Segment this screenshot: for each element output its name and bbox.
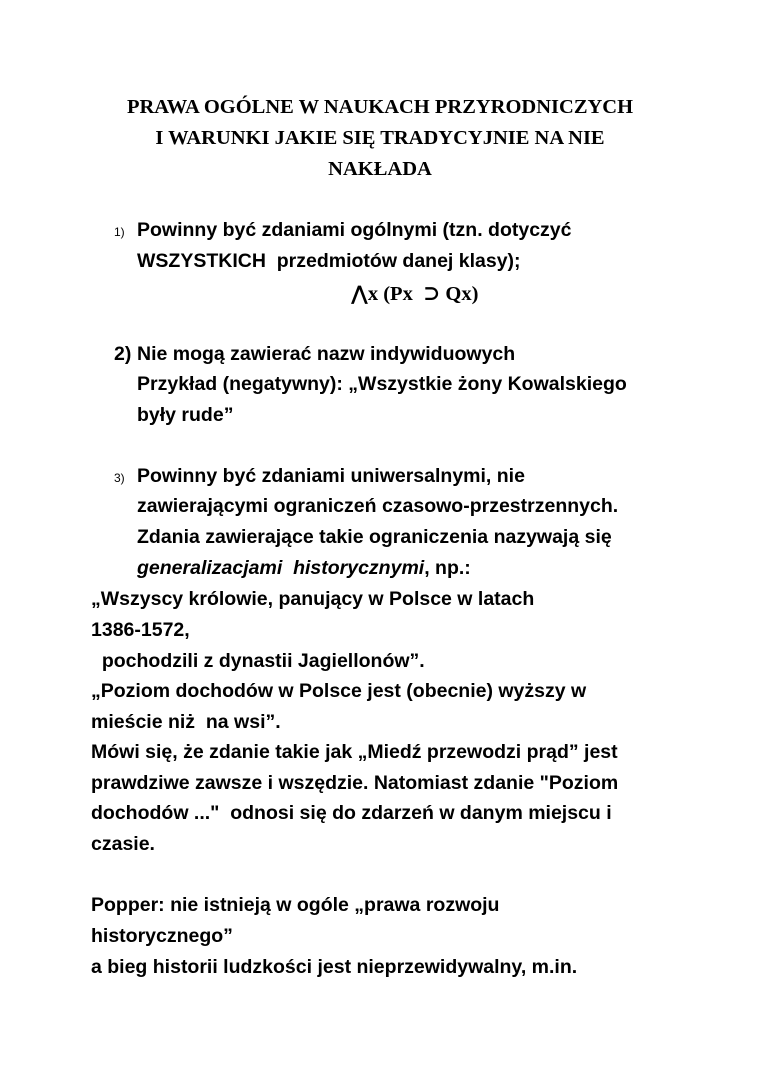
page-title-line-2: I WARUNKI JAKIE SIĘ TRADYCYJNIE NA NIE — [155, 127, 605, 149]
item-3-line-3: Zdania zawierające takie ograniczenia nazywają się — [137, 526, 612, 548]
popper-line-2: historycznego” — [91, 925, 233, 947]
universal-quantifier-symbol: ⋀ — [351, 281, 368, 305]
item-1-line-2: WSZYSTKICH przedmiotów danej klasy); — [137, 250, 521, 272]
example-2-line-1: „Poziom dochodów w Polsce jest (obecnie) wyższy w — [91, 680, 587, 702]
example-2-line-2: mieście niż na wsi”. — [91, 711, 281, 733]
item-3-line-4-rest: , np.: — [424, 557, 471, 579]
example-1-line-1: „Wszyscy królowie, panujący w Polsce w latach — [91, 588, 535, 610]
list-marker-1: 1) — [114, 225, 125, 239]
item-2-line-1: Nie mogą zawierać nazw indywiduowych — [137, 343, 516, 365]
item-1-line-1: Powinny być zdaniami ogólnymi (tzn. dotyczyć — [137, 219, 572, 241]
list-marker-2: 2) — [114, 343, 132, 365]
list-marker-3: 3) — [114, 471, 125, 485]
comment-line-1: Mówi się, że zdanie takie jak „Miedź przewodzi prąd” jest — [91, 741, 618, 763]
page-title-line-3: NAKŁADA — [328, 158, 432, 180]
comment-line-3: dochodów ..." odnosi się do zdarzeń w danym miejscu i — [91, 802, 612, 824]
item-3-line-2: zawierającymi ograniczeń czasowo-przestrzennych. — [137, 495, 619, 517]
popper-line-3: a bieg historii ludzkości jest nieprzewidywalny, m.in. — [91, 956, 578, 978]
logic-formula — [351, 281, 478, 306]
item-2-line-2: Przykład (negatywny): „Wszystkie żony Kowalskiego — [137, 373, 627, 395]
comment-line-2: prawdziwe zawsze i wszędzie. Natomiast zdanie "Poziom — [91, 772, 619, 794]
example-1-line-2: 1386-1572, — [91, 619, 190, 641]
popper-line-1: Popper: nie istnieją w ogóle „prawa rozwoju — [91, 894, 500, 916]
page-title-line-1: PRAWA OGÓLNE W NAUKACH PRZYRODNICZYCH — [126, 96, 634, 118]
comment-line-4: czasie. — [91, 833, 155, 855]
item-2-line-3: były rude” — [137, 404, 234, 426]
item-3-line-1: Powinny być zdaniami uniwersalnymi, nie — [137, 465, 525, 487]
example-1-line-3: pochodzili z dynastii Jagiellonów”. — [91, 650, 425, 672]
item-3-line-4 — [137, 556, 471, 580]
term-generalizacje-historyczne: generalizacjami historycznymi — [137, 557, 425, 579]
formula-text: x (Px ⊃ Qx) — [367, 283, 479, 305]
